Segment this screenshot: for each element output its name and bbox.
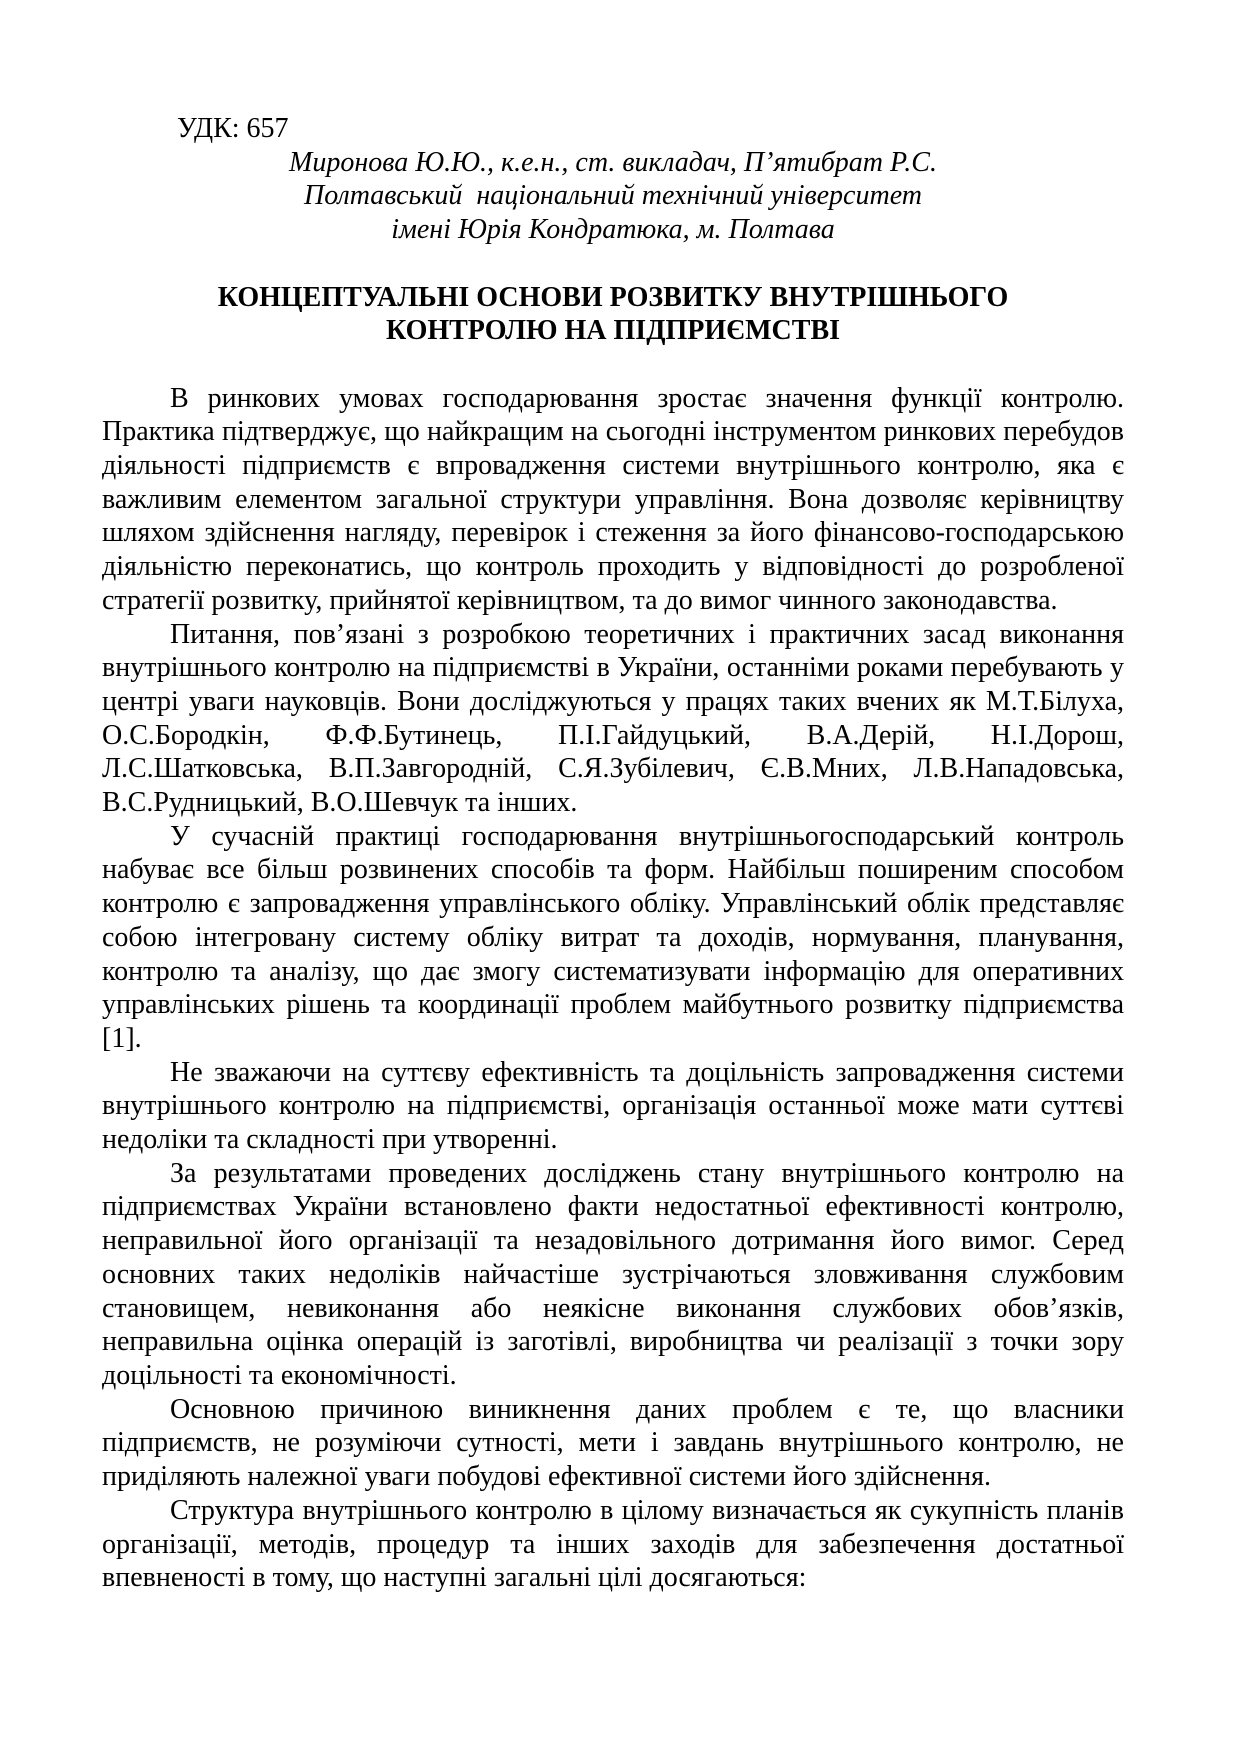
body-paragraph: У сучасній практиці господарювання внутрішньогосподарський контроль набуває все більш розвинених способів та форм. Найбільш поширеним способом контролю є запровадження управлінського обліку. Управлінський облік представляє собою інтегровану систему обліку витрат та доходів, нормування, планування, контролю та аналізу, що дає змогу систематизувати інформацію для оперативних управлінських рішень та координації проблем майбутнього розвитку підприємства [1]. (102, 820, 1124, 1054)
udc-code: УДК: 657 (177, 113, 289, 144)
body-paragraph: В ринкових умовах господарювання зростає значення функції контролю. Практика підтверджує, що найкращим на сьогодні інструментом ринкових перебудов діяльності підприємств є впровадження системи внутрішнього контролю, яка є важливим елементом загальної структури управління. Вона дозволяє керівництву шляхом здійснення нагляду, перевірок і стеження за його фінансово-господарською діяльністю переконатись, що контроль проходить у відповідності до розробленої стратегії розвитку, прийнятої керівництвом, та до вимог чинного законодавства. (102, 382, 1124, 616)
body-paragraph: Питання, пов’язані з розробкою теоретичних і практичних засад виконання внутрішнього контролю на підприємстві в України, останніми роками перебувають у центрі уваги науковців. Вони досліджуються у працях таких вчених як М.Т.Білуха, О.С.Бородкін, Ф.Ф.Бутинець, П.І.Гайдуцький, В.А.Дерій, Н.І.Дорош, Л.С.Шатковська, В.П.Завгородній, С.Я.Зубілевич, Є.В.Мних, Л.В.Нападовська, В.С.Рудницький, В.О.Шевчук та інших. (102, 618, 1124, 819)
article-body (102, 382, 1124, 1595)
body-paragraph: Структура внутрішнього контролю в цілому визначається як сукупність планів організації, методів, процедур та інших заходів для забезпечення достатньої впевненості в тому, що наступні загальні цілі досягаються: (102, 1494, 1124, 1594)
article-title (102, 281, 1124, 348)
article-title-line-1: КОНЦЕПТУАЛЬНІ ОСНОВИ РОЗВИТКУ ВНУТРІШНЬОГО (217, 281, 1009, 313)
affiliation-line-2: імені Юрія Кондратюка, м. Полтава (391, 214, 835, 246)
affiliation-line-1: Полтавський національний технічний університет (304, 180, 922, 212)
body-paragraph: Не зважаючи на суттєву ефективність та доцільність запровадження системи внутрішнього контролю на підприємстві, організація останньої може мати суттєві недоліки та складності при утворенні. (102, 1056, 1124, 1156)
body-paragraph: За результатами проведених досліджень стану внутрішнього контролю на підприємствах України встановлено факти недостатньої ефективності контролю, неправильної його організації та незадовільного дотримання його вимог. Серед основних таких недоліків найчастіше зустрічаються зловживання службовим становищем, невиконання або неякісне виконання службових обов’язків, неправильна оцінка операцій із заготівлі, виробництва чи реалізації з точки зору доцільності та економічності. (102, 1157, 1124, 1391)
authors-line: Миронова Ю.Ю., к.е.н., ст. викладач, П’ятибрат Р.С. (289, 146, 937, 178)
byline-block (102, 146, 1124, 247)
spacer (102, 247, 1124, 281)
body-paragraph: Основною причиною виникнення даних проблем є те, що власники підприємств, не розуміючи сутності, мети і завдань внутрішнього контролю, не приділяють належної уваги побудові ефективної системи його здійснення. (102, 1393, 1124, 1493)
article-title-line-2: КОНТРОЛЮ НА ПІДПРИЄМСТВІ (385, 315, 841, 347)
spacer (102, 348, 1124, 382)
